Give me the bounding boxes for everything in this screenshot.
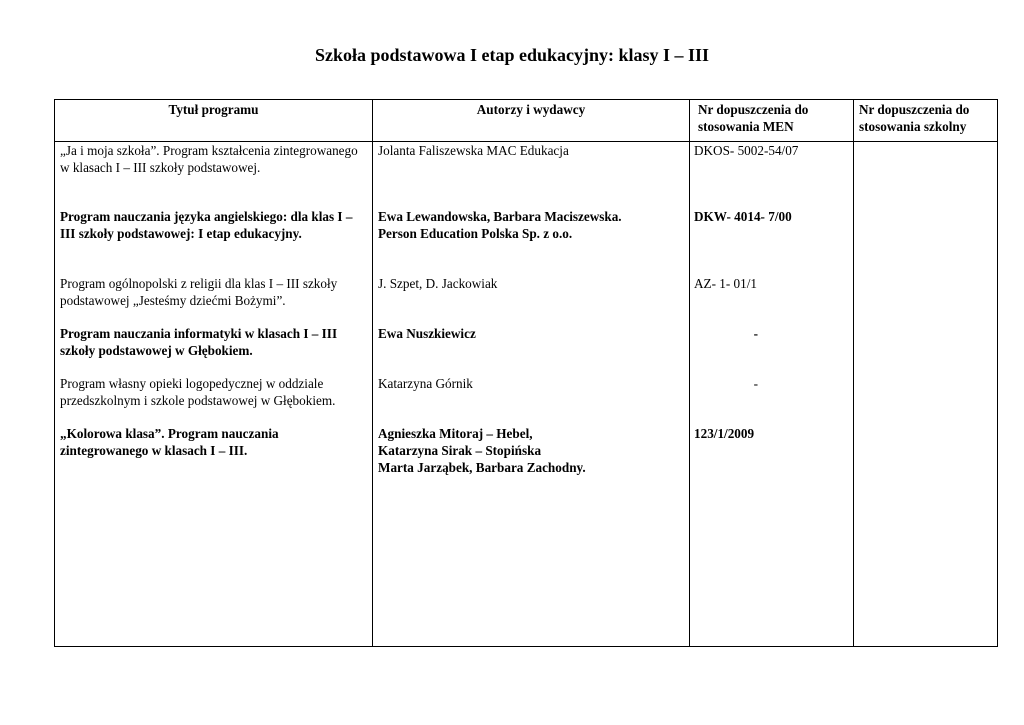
entry-author: Katarzyna Sirak – Stopińska <box>378 443 542 458</box>
entry-publisher: Person Education Polska Sp. z o.o. <box>378 226 573 241</box>
entry-author: Ewa Lewandowska, Barbara Maciszewska. <box>378 209 622 224</box>
table-body-row <box>55 142 998 647</box>
school-number-column <box>854 142 998 647</box>
entry-men-number: AZ- 1- 01/1 <box>694 276 757 291</box>
entry-men-number: - <box>753 376 758 391</box>
entry-title: Program nauczania informatyki w klasach I – III szkoły podstawowej w Głębokiem. <box>60 326 338 358</box>
entry-author: Katarzyna Górnik <box>378 376 473 391</box>
authors-column <box>373 142 690 647</box>
entry-author: Agnieszka Mitoraj – Hebel, <box>378 426 533 441</box>
header-school-number: Nr dopuszczenia do stosowania szkolny <box>854 100 998 142</box>
entry-men-number: 123/1/2009 <box>694 426 755 441</box>
entry-title: „Kolorowa klasa”. Program nauczania zintegrowanego w klasach I – III. <box>60 426 279 458</box>
entry-title: Program ogólnopolski z religii dla klas I – III szkoły podstawowej „Jesteśmy dziećmi Bożymi”. <box>60 276 338 308</box>
entry-author: Jolanta Faliszewska MAC Edukacja <box>378 143 569 158</box>
entry-men-number: - <box>753 326 758 341</box>
header-men-number: Nr dopuszczenia do stosowania MEN <box>690 100 854 142</box>
entry-title: Program nauczania języka angielskiego: dla klas I – III szkoły podstawowej: I etap edukacyjny. <box>60 209 353 241</box>
entry-title: Program własny opieki logopedycznej w oddziale przedszkolnym i szkole podstawowej w Głębokiem. <box>60 376 336 408</box>
page-title: Szkoła podstawowa I etap edukacyjny: klasy I – III <box>314 45 710 65</box>
title-column <box>55 142 373 647</box>
entry-author: J. Szpet, D. Jackowiak <box>378 276 498 291</box>
header-title: Tytuł programu <box>55 100 373 142</box>
table-header-row <box>55 100 998 142</box>
entry-author: Marta Jarząbek, Barbara Zachodny. <box>378 460 586 475</box>
entry-men-number: DKW- 4014- 7/00 <box>694 209 792 224</box>
entry-title: „Ja i moja szkoła”. Program kształcenia zintegrowanego w klasach I – III szkoły podstawowej. <box>60 143 358 175</box>
entry-men-number: DKOS- 5002-54/07 <box>694 143 799 158</box>
program-table <box>54 99 998 647</box>
entry-author: Ewa Nuszkiewicz <box>378 326 476 341</box>
header-authors: Autorzy i wydawcy <box>373 100 690 142</box>
men-number-column <box>690 142 854 647</box>
